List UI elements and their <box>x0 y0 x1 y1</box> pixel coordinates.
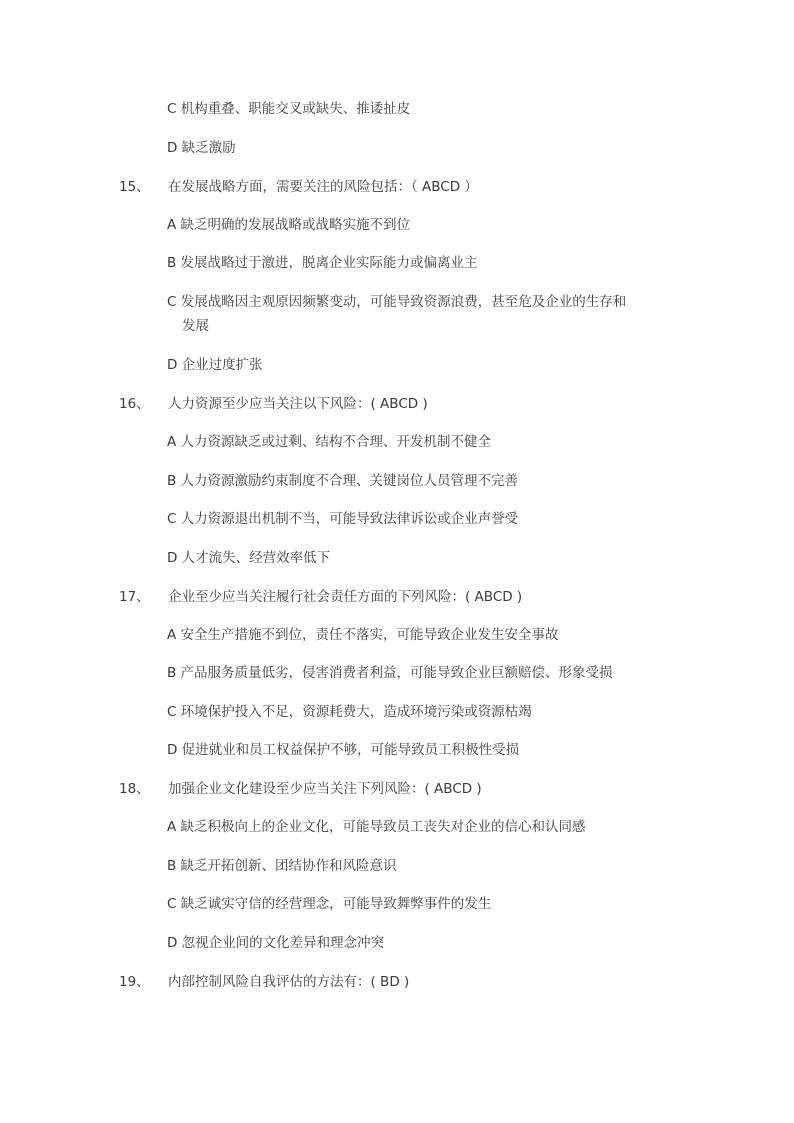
question-number: 19、 <box>119 974 150 990</box>
option-line: A 缺乏明确的发展战略或战略实施不到位 <box>167 217 411 233</box>
option-line: C 发展战略因主观原因频繁变动，可能导致资源浪费，甚至危及企业的生存和 <box>167 294 627 310</box>
question-text: 人力资源至少应当关注以下风险：( ABCD ) <box>168 396 428 412</box>
question-number: 15、 <box>119 179 150 195</box>
option-line: C 缺乏诚实守信的经营理念，可能导致舞弊事件的发生 <box>167 896 492 912</box>
question-number: 17、 <box>119 589 150 605</box>
option-line: C 机构重叠、职能交叉或缺失、推诿扯皮 <box>167 101 411 117</box>
option-line: D 促进就业和员工权益保护不够，可能导致员工积极性受损 <box>167 742 520 758</box>
option-line: D 忽视企业间的文化差异和理念冲突 <box>167 935 385 951</box>
question-text: 在发展战略方面，需要关注的风险包括：（ ABCD ） <box>168 179 478 195</box>
option-line: A 人力资源缺乏或过剩、结构不合理、开发机制不健全 <box>167 434 492 450</box>
question-number: 18、 <box>119 781 150 797</box>
option-line: B 发展战略过于激进，脱离企业实际能力或偏离业主 <box>167 255 478 271</box>
question-text: 内部控制风险自我评估的方法有：( BD ) <box>168 974 410 990</box>
option-line: B 产品服务质量低劣，侵害消费者利益，可能导致企业巨额赔偿、形象受损 <box>167 665 613 681</box>
option-line: A 缺乏积极向上的企业文化，可能导致员工丧失对企业的信心和认同感 <box>167 819 586 835</box>
option-line: C 人力资源退出机制不当，可能导致法律诉讼或企业声誉受 <box>167 511 519 527</box>
option-line: D 缺乏激励 <box>167 140 236 156</box>
option-continuation: 发展 <box>182 318 209 334</box>
option-line: B 人力资源激励约束制度不合理、关键岗位人员管理不完善 <box>167 473 519 489</box>
option-line: D 企业过度扩张 <box>167 357 263 373</box>
question-text: 加强企业文化建设至少应当关注下列风险：( ABCD ) <box>168 781 482 797</box>
option-line: D 人才流失、经营效率低下 <box>167 550 331 566</box>
question-number: 16、 <box>119 396 150 412</box>
question-text: 企业至少应当关注履行社会责任方面的下列风险：( ABCD ) <box>168 589 523 605</box>
option-line: A 安全生产措施不到位，责任不落实，可能导致企业发生安全事故 <box>167 627 559 643</box>
option-line: B 缺乏开拓创新、团结协作和风险意识 <box>167 858 397 874</box>
option-line: C 环境保护投入不足，资源耗费大，造成环境污染或资源枯竭 <box>167 704 532 720</box>
